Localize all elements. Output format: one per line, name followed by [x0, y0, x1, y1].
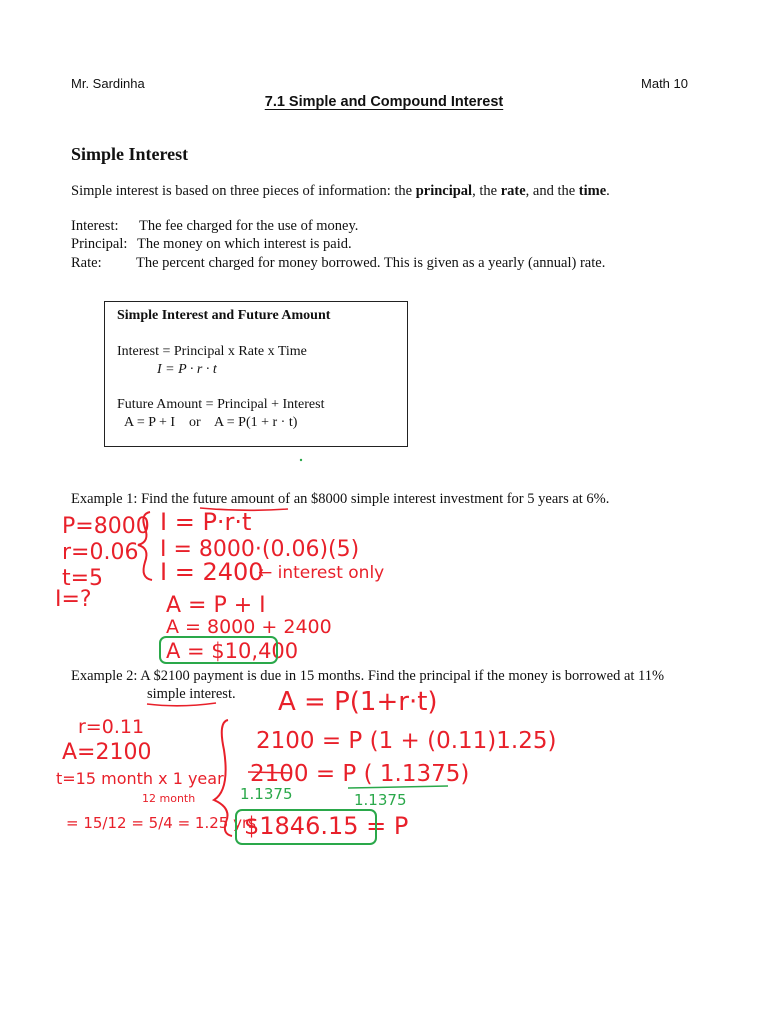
definition-text: The fee charged for the use of money.: [139, 218, 359, 234]
definition-term: Rate:: [71, 255, 102, 271]
hw-ex2-eq1: 2100 = P (1 + (0.11)1.25): [256, 728, 557, 754]
hw-ex2-rate: r=0.11: [78, 716, 145, 738]
hw-ex2-time: t=15 month x 1 year: [56, 769, 224, 788]
intro-paragraph: [71, 183, 610, 200]
hw-ex2-eq2: 2100 = P ( 1.1375): [250, 761, 470, 787]
hw-ex1-a1: A = P + I: [166, 593, 266, 618]
hw-ex2-divisor-left: 1.1375: [240, 785, 293, 803]
hw-ex1-principal: P=8000: [62, 514, 150, 539]
hw-ex1-eq1: I = P·r·t: [160, 508, 252, 536]
definition-term: Principal:: [71, 236, 128, 252]
intro-principal: principal: [415, 183, 473, 199]
definition-rate: [71, 255, 605, 272]
underline-mark: [248, 772, 292, 773]
definition-principal: [71, 236, 352, 253]
document-title: [0, 94, 768, 110]
underline-mark: [200, 508, 288, 510]
intro-end: .: [606, 183, 610, 199]
hw-ex2-answer: $1846.15 = P: [244, 812, 409, 840]
hw-ex1-time: t=5: [62, 566, 104, 591]
definition-interest: [71, 218, 358, 235]
formula-interest-symbols: I = P · r · t: [157, 362, 217, 377]
intro-separator: , the: [472, 183, 501, 199]
hw-ex1-note: ← interest only: [258, 563, 385, 583]
example-1-text: Example 1: Find the future amount of an $8000 simple interest investment for 5 years at 6%.: [71, 491, 610, 507]
intro-separator: , and the: [525, 183, 579, 199]
division-line: [348, 786, 448, 788]
hw-ex1-eq2: I = 8000·(0.06)(5): [160, 537, 360, 562]
formula-future-words: Future Amount = Principal + Interest: [117, 397, 325, 412]
stray-mark: [300, 459, 302, 461]
definition-text: The money on which interest is paid.: [137, 236, 352, 252]
hw-ex2-conversion: = 15/12 = 5/4 = 1.25 yrs: [66, 814, 256, 832]
course-name: Math 10: [641, 76, 688, 91]
document-title-text: 7.1 Simple and Compound Interest: [264, 94, 504, 110]
intro-rate: rate: [500, 183, 526, 199]
hw-ex1-unknown: I=?: [55, 587, 92, 612]
formula-future-symbols: A = P + I or A = P(1 + r · t): [124, 415, 298, 430]
brace-mark: [214, 720, 232, 836]
formula-box: [104, 301, 408, 447]
hw-ex1-a3: A = $10,400: [166, 639, 299, 663]
definition-term: Interest:: [71, 218, 119, 234]
hw-ex1-a2: A = 8000 + 2400: [166, 616, 332, 638]
intro-time: time: [578, 183, 607, 199]
answer-box: [236, 810, 376, 844]
hw-ex1-rate: r=0.06: [62, 540, 139, 565]
hw-ex2-formula: A = P(1+r·t): [278, 687, 438, 717]
formula-box-title: Simple Interest and Future Amount: [117, 308, 331, 323]
hw-ex2-divisor-right: 1.1375: [354, 791, 407, 809]
example-2-text: Example 2: A $2100 payment is due in 15 months. Find the principal if the money is borrowed at 11%: [71, 668, 665, 684]
underline-mark: [147, 703, 216, 706]
hw-ex1-eq3: I = 2400: [160, 558, 264, 586]
example-2-text-cont: simple interest.: [147, 686, 236, 702]
teacher-name: Mr. Sardinha: [71, 76, 145, 91]
definition-text: The percent charged for money borrowed. This is given as a yearly (annual) rate.: [136, 255, 606, 271]
section-heading: Simple Interest: [71, 144, 189, 164]
formula-interest-words: Interest = Principal x Rate x Time: [117, 344, 307, 359]
brace-mark: [138, 512, 152, 580]
hw-ex2-amount: A=2100: [62, 740, 152, 765]
hw-ex2-month12: 12 month: [142, 792, 196, 805]
intro-text: Simple interest is based on three pieces of information: the: [71, 183, 416, 199]
answer-box: [160, 637, 277, 663]
